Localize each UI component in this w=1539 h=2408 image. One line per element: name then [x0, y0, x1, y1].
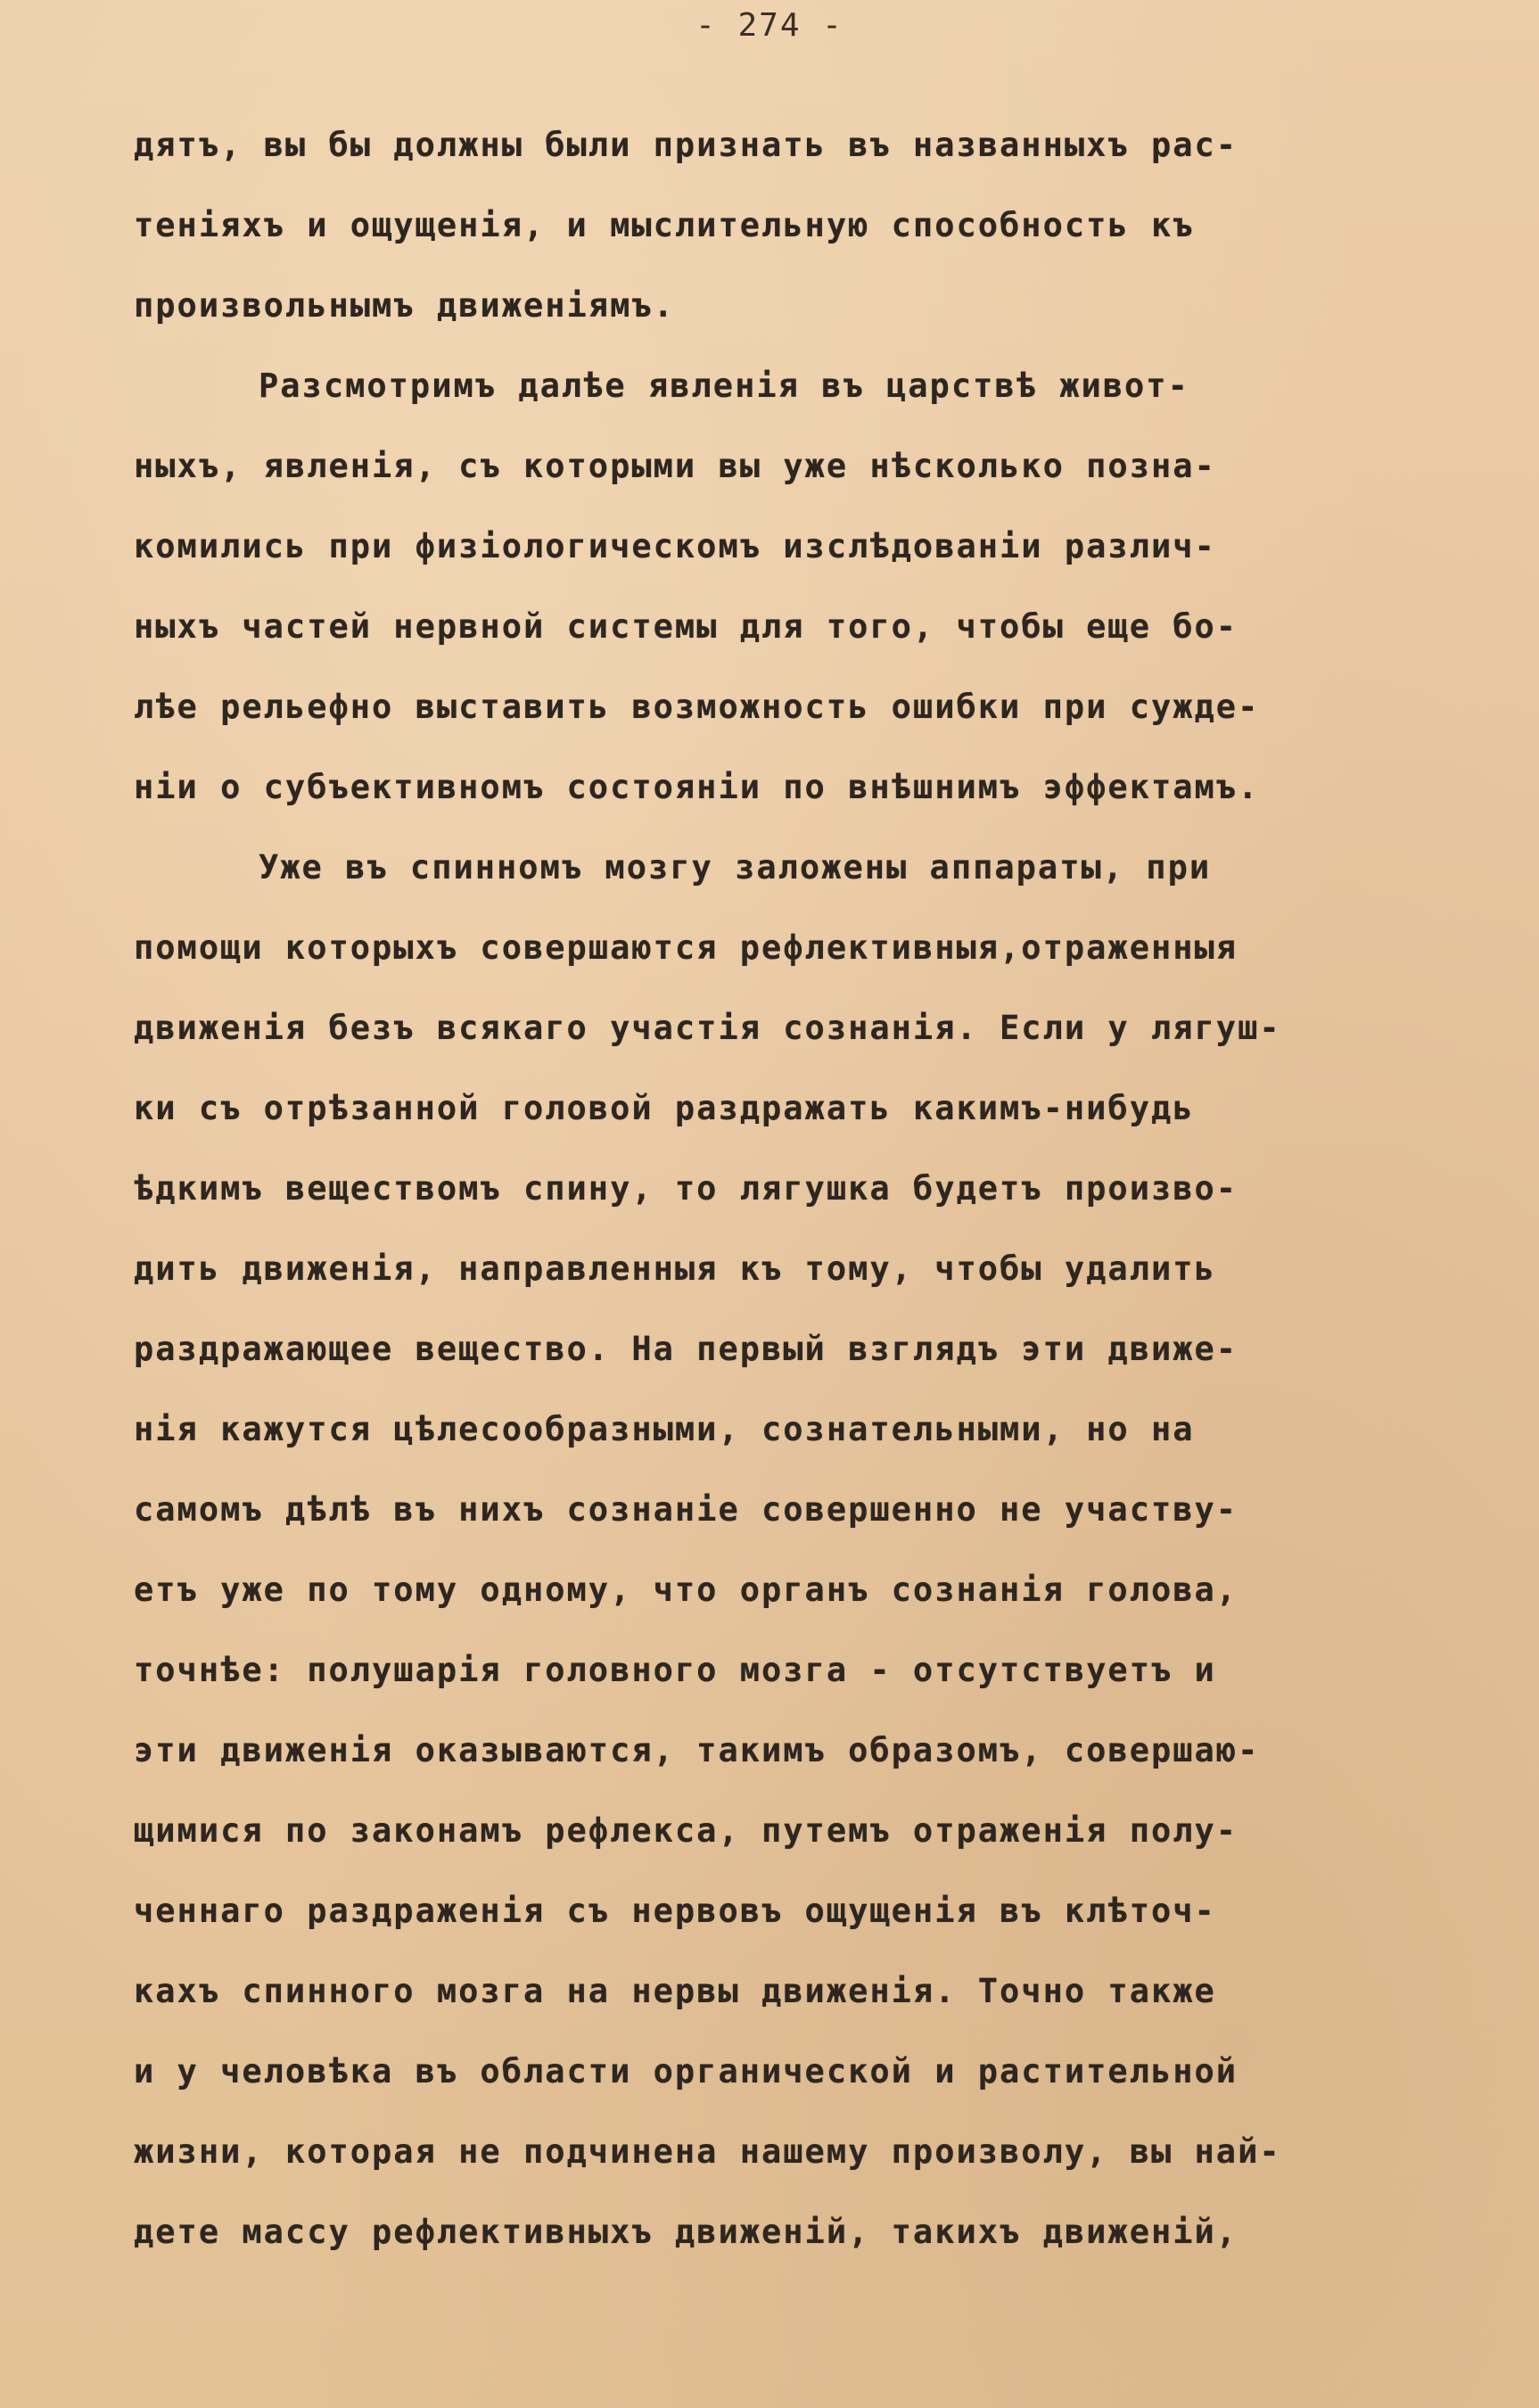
text-line-14: ѣдкимъ веществомъ спину, то лягушка будетъ произво-: [134, 1169, 1239, 1208]
text-line-9: ніи о субъективномъ состояніи по внѣшнимъ эффектамъ.: [134, 768, 1260, 806]
text-line-5: ныхъ, явленія, съ которыми вы уже нѣсколько позна-: [134, 447, 1216, 485]
text-line-26: жизни, которая не подчинена нашему произволу, вы най-: [134, 2132, 1281, 2171]
text-line-15: дить движенія, направленныя къ тому, чтобы удалить: [134, 1249, 1216, 1288]
text-line-16: раздражающее вещество. На первый взглядъ эти движе-: [134, 1330, 1239, 1368]
text-line-1: дятъ, вы бы должны были признать въ названныхъ рас-: [134, 126, 1239, 164]
text-line-25: и у человѣка въ области органической и растительной: [134, 2052, 1239, 2091]
text-line-17: нія кажутся цѣлесообразными, сознательными, но на: [134, 1410, 1195, 1448]
text-line-11: помощи которыхъ совершаются рефлективныя,отраженныя: [134, 928, 1239, 967]
text-line-23: ченнаго раздраженія съ нервовъ ощущенія въ клѣточ-: [134, 1892, 1216, 1930]
text-line-8: лѣе рельефно выставить возможность ошибки при сужде-: [134, 688, 1260, 726]
text-line-6: комились при физіологическомъ изслѣдованіи различ-: [134, 527, 1216, 565]
text-line-20: точнѣе: полушарія головного мозга - отсутствуетъ и: [134, 1651, 1216, 1689]
text-line-21: эти движенія оказываются, такимъ образомъ, совершаю-: [134, 1731, 1260, 1769]
text-line-10: Уже въ спинномъ мозгу заложены аппараты, при: [259, 848, 1212, 887]
page-number: - 274 -: [695, 7, 844, 44]
text-line-18: самомъ дѣлѣ въ нихъ сознаніе совершенно не участву-: [134, 1490, 1239, 1529]
text-line-13: ки съ отрѣзанной головой раздражать какимъ-нибудь: [134, 1089, 1195, 1127]
text-line-19: етъ уже по тому одному, что органъ сознанія голова,: [134, 1571, 1239, 1609]
text-line-22: щимися по законамъ рефлекса, путемъ отраженія полу-: [134, 1811, 1239, 1850]
text-line-2: теніяхъ и ощущенія, и мыслительную способность къ: [134, 206, 1195, 244]
text-line-4: Разсмотримъ далѣе явленія въ царствѣ живот-: [259, 367, 1189, 405]
text-line-12: движенія безъ всякаго участія сознанія. Если у лягуш-: [134, 1009, 1281, 1047]
text-line-24: кахъ спинного мозга на нервы движенія. Точно также: [134, 1972, 1216, 2010]
text-line-7: ныхъ частей нервной системы для того, чтобы еще бо-: [134, 607, 1239, 646]
text-line-3: произвольнымъ движеніямъ.: [134, 286, 675, 325]
text-line-27: дете массу рефлективныхъ движеній, такихъ движеній,: [134, 2213, 1239, 2251]
